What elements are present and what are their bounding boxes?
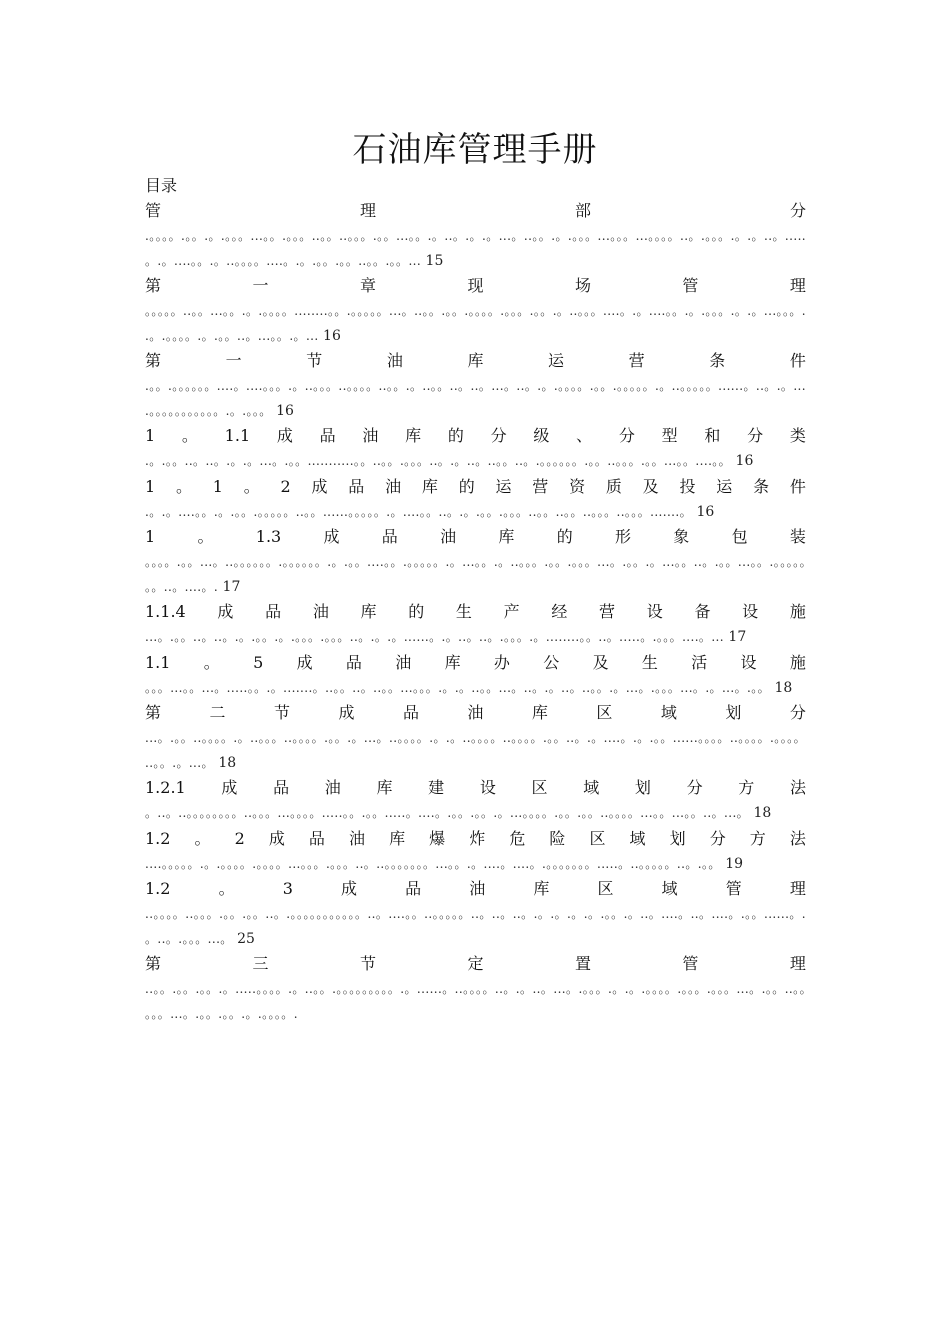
toc-heading-token: 成 bbox=[268, 828, 285, 848]
toc-heading-token: 2 bbox=[234, 828, 245, 848]
toc-heading-token: 危 bbox=[509, 828, 526, 848]
toc-heading-token: 2 bbox=[280, 476, 291, 496]
toc-page-number: 18 bbox=[213, 754, 237, 771]
toc-heading-token: 成 bbox=[276, 426, 293, 445]
toc-heading-token: 油 bbox=[362, 426, 379, 445]
toc-leader-text: 。。。...。。...。.....。。.。.......。..。。..。..。。...。。。.。.。..。。...。..。.。..。..。。.。...。.。。。...。.。...。.。。 bbox=[145, 680, 770, 695]
toc-entry-heading bbox=[145, 524, 806, 550]
toc-heading-token: 库 bbox=[376, 778, 393, 797]
toc-heading-token: 及 bbox=[642, 476, 659, 496]
toc-heading-token: 件 bbox=[789, 476, 806, 496]
toc-heading-token: 品 bbox=[319, 426, 336, 445]
toc-entry[interactable] bbox=[145, 474, 806, 525]
toc-heading-token: 1 bbox=[145, 426, 156, 445]
toc-heading-token: 运 bbox=[548, 351, 565, 370]
toc-heading-token: 1 bbox=[145, 527, 156, 546]
toc-heading-token: 1.2 bbox=[145, 879, 171, 898]
toc-entry[interactable] bbox=[145, 524, 806, 599]
toc-leader-text: 。。。。。..。。...。。.。.。。。。........。。.。。。。。...。..。。.。。.。。。。.。。。.。。.。..。。。....。.。....。。.。.。。。.。.。...。。。..。.。。。。.。.。。..。...。。.。... bbox=[145, 304, 806, 343]
toc-page-number: 18 bbox=[770, 679, 793, 696]
toc-page-number: 15 bbox=[421, 252, 444, 269]
toc-leader-text: ...。.。。..。。。。.。..。。。..。。。。.。。.。...。..。。。。.。.。..。。。。..。。。。.。。..。.。....。.。.。。......。。。。..。。。。.。。。。..。。.。...。 bbox=[145, 731, 806, 770]
toc-entry[interactable] bbox=[145, 826, 806, 877]
toc-heading-token: 理 bbox=[789, 954, 806, 973]
toc-heading-token: 品 bbox=[273, 778, 290, 797]
toc-heading-token: 装 bbox=[789, 527, 806, 546]
toc-leader-dots bbox=[145, 500, 806, 525]
toc-heading-token: 库 bbox=[360, 602, 377, 621]
toc-heading-token: 节 bbox=[359, 954, 376, 973]
toc-heading-token: 、 bbox=[576, 426, 593, 445]
toc-leader-text: ....。。。。。.。.。。。。.。。。。...。。。.。。。..。..。。。。。。。...。。.。....。....。.。。。。。。。.....。..。。。。。..。.。。 bbox=[145, 856, 721, 871]
toc-heading-token: 域 bbox=[660, 703, 677, 722]
toc-heading-token: 施 bbox=[789, 652, 806, 672]
toc-entry-heading bbox=[145, 198, 806, 224]
toc-heading-token: 域 bbox=[583, 778, 600, 797]
toc-page-number: 16 bbox=[271, 402, 294, 419]
toc-heading-token: 和 bbox=[704, 426, 721, 445]
toc-label: 目录 bbox=[145, 176, 178, 195]
toc-heading-token: 分 bbox=[490, 426, 507, 445]
toc-heading-token: 的 bbox=[556, 527, 573, 546]
toc-page-number: 25 bbox=[232, 930, 255, 947]
toc-leader-text: 。..。..。。。。。。。。..。。。...。。。。.....。。.。。.....。....。.。。.。。.。...。。。。.。。.。。..。。。。...。。...。。..。...。 bbox=[145, 806, 750, 820]
toc-heading-token: 分 bbox=[789, 703, 806, 722]
toc-page-number: 19 bbox=[720, 855, 744, 872]
toc-heading-token: 区 bbox=[531, 778, 548, 797]
toc-heading-token: 爆 bbox=[429, 828, 446, 848]
toc-heading-token: 品 bbox=[265, 602, 282, 621]
toc-heading-token: 库 bbox=[389, 828, 406, 848]
toc-heading-token: 运 bbox=[495, 476, 512, 496]
toc-entry-heading bbox=[145, 599, 806, 625]
toc-heading-token: 品 bbox=[348, 476, 365, 496]
toc-heading-token: 品 bbox=[308, 828, 325, 848]
toc-heading-token: 。 bbox=[181, 426, 198, 445]
toc-leader-text: .。。。。.。。.。.。。。...。。.。。。..。。..。。。.。。...。。.。..。.。.。...。..。。.。.。。。...。。。...。。。。..。.。。。.。.。..。.....。.。....。。.。..。。。。....。.。.。。.。。..。。.。。... bbox=[145, 229, 806, 268]
toc-heading-token: 理 bbox=[789, 879, 806, 898]
toc-heading-token: 库 bbox=[533, 879, 550, 898]
toc-heading-token: 第 bbox=[145, 954, 162, 973]
toc-leader-dots bbox=[145, 449, 806, 474]
toc-leader-dots bbox=[145, 374, 806, 423]
toc-heading-token: 1.2 bbox=[145, 828, 171, 848]
toc-heading-token: 类 bbox=[789, 426, 806, 445]
toc-heading-token: 分 bbox=[789, 201, 806, 220]
toc-entry[interactable] bbox=[145, 650, 806, 701]
toc-page-number: 16 bbox=[318, 327, 341, 344]
toc-heading-token: 险 bbox=[549, 828, 566, 848]
toc-heading-token: 1.1 bbox=[224, 426, 251, 445]
toc-heading-token: 油 bbox=[324, 778, 341, 797]
toc-heading-token: 三 bbox=[252, 954, 269, 973]
toc-entry-heading bbox=[145, 775, 806, 801]
toc-heading-token: 施 bbox=[789, 602, 806, 621]
toc-heading-token: 3 bbox=[282, 879, 293, 898]
toc-heading-token: 划 bbox=[634, 778, 651, 797]
toc-heading-token: 置 bbox=[574, 954, 591, 973]
toc-heading-token: 5 bbox=[253, 652, 264, 672]
toc-heading-token: 件 bbox=[789, 351, 806, 370]
toc-heading-token: 油 bbox=[469, 879, 486, 898]
toc-heading-token: 活 bbox=[691, 652, 708, 672]
toc-heading-token: 油 bbox=[440, 527, 457, 546]
toc-heading-token: 划 bbox=[669, 828, 686, 848]
toc-heading-token: 管 bbox=[682, 276, 699, 295]
toc-entry-heading bbox=[145, 876, 806, 902]
toc-leader-text: ..。。。。..。。。.。。.。。..。.。。。。。。。。。。。..。....。。..。。。。。..。..。..。.。.。.。.。.。。.。..。....。..。....。.。。......。.。..。.。。。...。 bbox=[145, 907, 806, 946]
toc-heading-token: 备 bbox=[694, 602, 711, 621]
toc-heading-token: 区 bbox=[597, 879, 614, 898]
toc-heading-token: 的 bbox=[408, 602, 425, 621]
toc-heading-token: 章 bbox=[359, 276, 376, 295]
toc-heading-token: 。 bbox=[218, 879, 235, 898]
toc-heading-token: 营 bbox=[599, 602, 616, 621]
toc-heading-token: 现 bbox=[467, 276, 484, 295]
toc-heading-token: 的 bbox=[447, 426, 464, 445]
toc-heading-token: 。 bbox=[197, 527, 214, 546]
toc-entry-heading bbox=[145, 826, 806, 852]
toc-heading-token: 质 bbox=[605, 476, 622, 496]
toc-heading-token: 库 bbox=[421, 476, 438, 496]
toc-heading-token: 生 bbox=[455, 602, 472, 621]
toc-heading-token: 管 bbox=[725, 879, 742, 898]
toc-heading-token: 节 bbox=[306, 351, 323, 370]
toc-heading-token: 及 bbox=[592, 652, 609, 672]
toc-heading-token: 设 bbox=[740, 652, 757, 672]
toc-heading-token: 品 bbox=[381, 527, 398, 546]
toc-leader-dots bbox=[145, 977, 806, 1026]
toc-entry[interactable] bbox=[145, 423, 806, 474]
toc-heading-token: 1 bbox=[212, 476, 223, 496]
toc-heading-token: 方 bbox=[749, 828, 766, 848]
toc-entry[interactable] bbox=[145, 599, 806, 650]
toc-leader-dots bbox=[145, 801, 806, 826]
toc-heading-token: 一 bbox=[225, 351, 242, 370]
toc-heading-token: 设 bbox=[646, 602, 663, 621]
toc-heading-token: 产 bbox=[503, 602, 520, 621]
document-title: 石油库管理手册 bbox=[352, 130, 598, 170]
toc-heading-token: 节 bbox=[273, 703, 290, 722]
toc-heading-token: 部 bbox=[574, 201, 591, 220]
toc-heading-token: 型 bbox=[661, 426, 678, 445]
toc-heading-token: 管 bbox=[682, 954, 699, 973]
toc-heading-token: 。 bbox=[194, 828, 211, 848]
toc-page-number: 16 bbox=[692, 503, 715, 520]
toc-heading-token: 成 bbox=[311, 476, 328, 496]
toc-entry[interactable] bbox=[145, 876, 806, 951]
toc-heading-token: 理 bbox=[789, 276, 806, 295]
toc-heading-token: 炸 bbox=[469, 828, 486, 848]
toc-page-number: 18 bbox=[749, 805, 772, 821]
toc-page-number: 17 bbox=[218, 578, 241, 595]
toc-leader-text: .。.。。..。..。.。.。...。.。。...........。。..。。.。。。..。.。..。..。。..。.。。。。。。.。。..。。。.。。...。。....。。 bbox=[145, 454, 732, 468]
toc-heading-token: 经 bbox=[551, 602, 568, 621]
toc-heading-token: 品 bbox=[405, 879, 422, 898]
toc-heading-token: 成 bbox=[323, 527, 340, 546]
toc-leader-dots bbox=[145, 625, 806, 650]
toc-page-number: 16 bbox=[731, 453, 754, 469]
toc-heading-token: 设 bbox=[479, 778, 496, 797]
toc-heading-token: 。 bbox=[203, 652, 220, 672]
toc-heading-token: 第 bbox=[145, 276, 162, 295]
toc-heading-token: 公 bbox=[543, 652, 560, 672]
toc-entry-heading bbox=[145, 650, 806, 676]
toc-heading-token: 1.1 bbox=[145, 652, 171, 672]
toc-heading-token: 成 bbox=[221, 778, 238, 797]
toc-heading-token: 品 bbox=[402, 703, 419, 722]
toc-entry[interactable] bbox=[145, 273, 806, 348]
toc-heading-token: 油 bbox=[467, 703, 484, 722]
toc-leader-text: ..。。.。。.。。.。.....。。。。.。..。。.。。。。。。。。。.。......。..。。。。..。.。..。...。.。。。.。.。.。。。。.。。。.。。。...。.。。..。。。。。...。.。。.。。.。.。。。。. bbox=[145, 982, 806, 1021]
toc-entry[interactable] bbox=[145, 775, 806, 826]
toc-heading-token: 法 bbox=[789, 778, 806, 797]
toc-heading-token: 生 bbox=[641, 652, 658, 672]
toc-heading-token: 油 bbox=[349, 828, 366, 848]
toc-heading-token: 一 bbox=[252, 276, 269, 295]
toc-heading-token: 办 bbox=[493, 652, 510, 672]
toc-heading-token: 油 bbox=[385, 476, 402, 496]
toc-leader-dots bbox=[145, 224, 806, 273]
toc-heading-token: 的 bbox=[458, 476, 475, 496]
toc-heading-token: 场 bbox=[574, 276, 591, 295]
toc-heading-token: 营 bbox=[628, 351, 645, 370]
toc-heading-token: 1 bbox=[145, 476, 156, 496]
toc-heading-token: 油 bbox=[312, 602, 329, 621]
toc-heading-token: 条 bbox=[709, 351, 726, 370]
toc-leader-text: 。。。。.。。...。..。。。。。。.。。。。。。.。.。。....。。.。。。。。.。...。。.。..。。。.。。.。。。...。.。。.。...。。..。.。。...。。.。。。。。。。..。....。. bbox=[145, 555, 806, 594]
toc-leader-dots bbox=[145, 299, 806, 348]
toc-entry[interactable] bbox=[145, 700, 806, 775]
toc-heading-token: 1.1.4 bbox=[145, 602, 186, 621]
toc-heading-token: 域 bbox=[661, 879, 678, 898]
toc-heading-token: 二 bbox=[209, 703, 226, 722]
toc-leader-dots bbox=[145, 902, 806, 951]
toc-leader-text: .。。.。。。。。。....。....。。。.。..。。。..。。。。..。。.。..。。..。..。...。..。.。.。。。。.。。.。。。。。.。..。。。。。......。..。.。....。。。。。。。。。。。.。.。。。 bbox=[145, 379, 806, 418]
toc-heading-token: 理 bbox=[359, 201, 376, 220]
toc-heading-token: 。 bbox=[175, 476, 192, 496]
toc-heading-token: 区 bbox=[589, 828, 606, 848]
toc-heading-token: 分 bbox=[747, 426, 764, 445]
toc-leader-dots bbox=[145, 726, 806, 775]
toc-heading-token: 成 bbox=[217, 602, 234, 621]
toc-heading-token: 建 bbox=[428, 778, 445, 797]
table-of-contents bbox=[145, 198, 806, 1026]
toc-heading-token: 定 bbox=[467, 954, 484, 973]
toc-heading-token: 库 bbox=[467, 351, 484, 370]
toc-heading-token: 营 bbox=[532, 476, 549, 496]
toc-heading-token: 运 bbox=[716, 476, 733, 496]
toc-leader-dots bbox=[145, 676, 806, 701]
toc-heading-token: 1.2.1 bbox=[145, 778, 186, 797]
toc-entry-heading bbox=[145, 348, 806, 374]
toc-heading-token: 投 bbox=[679, 476, 696, 496]
toc-heading-token: 品 bbox=[345, 652, 362, 672]
toc-heading-token: 包 bbox=[731, 527, 748, 546]
toc-entry[interactable] bbox=[145, 198, 806, 273]
toc-heading-token: 成 bbox=[340, 879, 357, 898]
toc-heading-token: 油 bbox=[395, 652, 412, 672]
toc-heading-token: 条 bbox=[753, 476, 770, 496]
toc-leader-text: .。.。....。。.。.。。.。。。。。..。。......。。。。。.。....。。..。.。.。。.。。。..。。..。。..。。。..。。。.......。 bbox=[145, 504, 693, 519]
toc-heading-token: 域 bbox=[629, 828, 646, 848]
toc-leader-dots bbox=[145, 852, 806, 877]
toc-heading-token: 1.3 bbox=[255, 527, 282, 546]
toc-heading-token: 法 bbox=[789, 828, 806, 848]
toc-entry[interactable] bbox=[145, 951, 806, 1026]
toc-page-number: 17 bbox=[723, 629, 747, 645]
toc-heading-token: 管 bbox=[145, 201, 162, 220]
toc-heading-token: 第 bbox=[145, 351, 162, 370]
toc-heading-token: 成 bbox=[338, 703, 355, 722]
toc-heading-token: 形 bbox=[614, 527, 631, 546]
toc-entry-heading bbox=[145, 474, 806, 500]
toc-entry-heading bbox=[145, 423, 806, 449]
toc-heading-token: 。 bbox=[243, 476, 260, 496]
toc-heading-token: 区 bbox=[596, 703, 613, 722]
toc-heading-token: 油 bbox=[386, 351, 403, 370]
toc-entry-heading bbox=[145, 273, 806, 299]
toc-heading-token: 第 bbox=[145, 703, 162, 722]
toc-heading-token: 设 bbox=[742, 602, 759, 621]
toc-heading-token: 分 bbox=[618, 426, 635, 445]
toc-heading-token: 库 bbox=[531, 703, 548, 722]
toc-heading-token: 分 bbox=[686, 778, 703, 797]
toc-heading-token: 象 bbox=[673, 527, 690, 546]
toc-heading-token: 级 bbox=[533, 426, 550, 445]
toc-heading-token: 资 bbox=[569, 476, 586, 496]
toc-heading-token: 库 bbox=[405, 426, 422, 445]
toc-heading-token: 划 bbox=[725, 703, 742, 722]
toc-entry-heading bbox=[145, 951, 806, 977]
toc-entry-heading bbox=[145, 700, 806, 726]
toc-heading-token: 库 bbox=[444, 652, 461, 672]
toc-heading-token: 方 bbox=[738, 778, 755, 797]
toc-leader-text: ...。.。。..。..。.。.。。.。.。。。.。。。..。.。.。......。.。..。..。.。。。.。........。。..。.....。.。。。....。... bbox=[145, 630, 724, 644]
toc-leader-dots bbox=[145, 550, 806, 599]
toc-heading-token: 库 bbox=[498, 527, 515, 546]
toc-entry[interactable] bbox=[145, 348, 806, 423]
toc-heading-token: 成 bbox=[296, 652, 313, 672]
toc-heading-token: 分 bbox=[709, 828, 726, 848]
